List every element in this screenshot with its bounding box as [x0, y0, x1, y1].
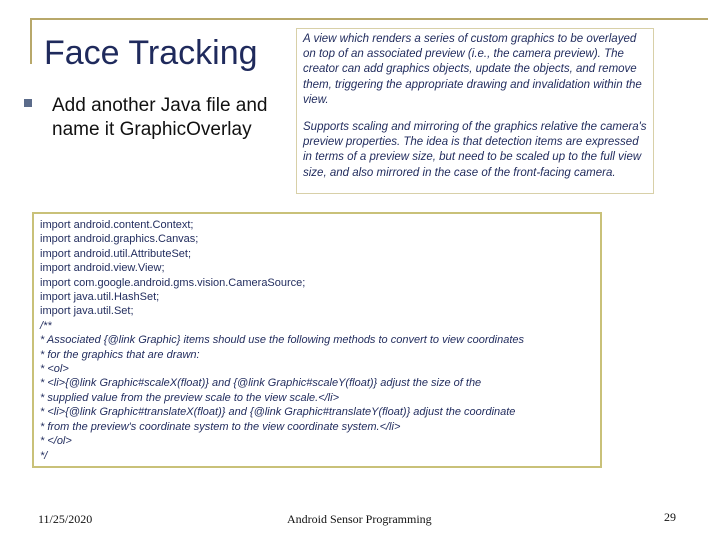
- code-comment-line: /**: [40, 319, 52, 332]
- footer-course-title: Android Sensor Programming: [287, 512, 432, 526]
- description-paragraph-1: A view which renders a series of custom graphics to be overlayed on top of an associated preview (i.e., the camera preview). The creator can add graphics objects, update the objects, and remove them, triggering the appropriate drawing and invalidation within the view.: [303, 33, 642, 106]
- code-comment-line: * <li>{@link Graphic#scaleX(float)} and {@link Graphic#scaleY(float)} adjust the size of the: [40, 377, 482, 390]
- decorative-horizontal-rule: [30, 18, 708, 20]
- description-paragraph-2: Supports scaling and mirroring of the graphics relative the camera's preview properties. The idea is that detection items are expressed in terms of a preview size, but need to be scaled up to the full view size, and also mirrored in the case of the front-facing camera.: [303, 121, 647, 179]
- code-line: import com.google.android.gms.vision.CameraSource;: [40, 276, 306, 289]
- description-box: [296, 28, 654, 194]
- code-comment-line: * from the preview's coordinate system to the view coordinate system.</li>: [40, 420, 401, 433]
- slide-title: Face Tracking: [44, 34, 258, 72]
- code-comment-line: * <ol>: [40, 363, 69, 376]
- code-line: import java.util.Set;: [40, 305, 134, 318]
- code-line: import android.graphics.Canvas;: [40, 233, 199, 246]
- square-bullet-icon: [24, 99, 32, 107]
- decorative-vertical-rule: [30, 18, 32, 64]
- code-comment-line: * supplied value from the preview scale to the view scale.</li>: [40, 391, 339, 404]
- code-comment-line: * </ol>: [40, 435, 72, 448]
- code-line: import android.content.Context;: [40, 219, 194, 231]
- code-block: [32, 212, 602, 468]
- code-comment-line: * <li>{@link Graphic#translateX(float)} and {@link Graphic#translateY(float)} adjust the coordinate: [40, 406, 516, 419]
- code-line: import android.view.View;: [40, 262, 165, 275]
- code-line: import android.util.AttributeSet;: [40, 247, 192, 260]
- footer-date: 11/25/2020: [38, 512, 93, 526]
- code-line: import java.util.HashSet;: [40, 291, 160, 304]
- code-comment-line: */: [40, 449, 48, 462]
- page-number: 29: [664, 510, 676, 524]
- code-comment-line: * Associated {@link Graphic} items should use the following methods to convert to view coordinates: [40, 334, 525, 347]
- bullet-text: Add another Java file and name it GraphicOverlay: [52, 95, 268, 140]
- code-comment-line: * for the graphics that are drawn:: [40, 348, 200, 361]
